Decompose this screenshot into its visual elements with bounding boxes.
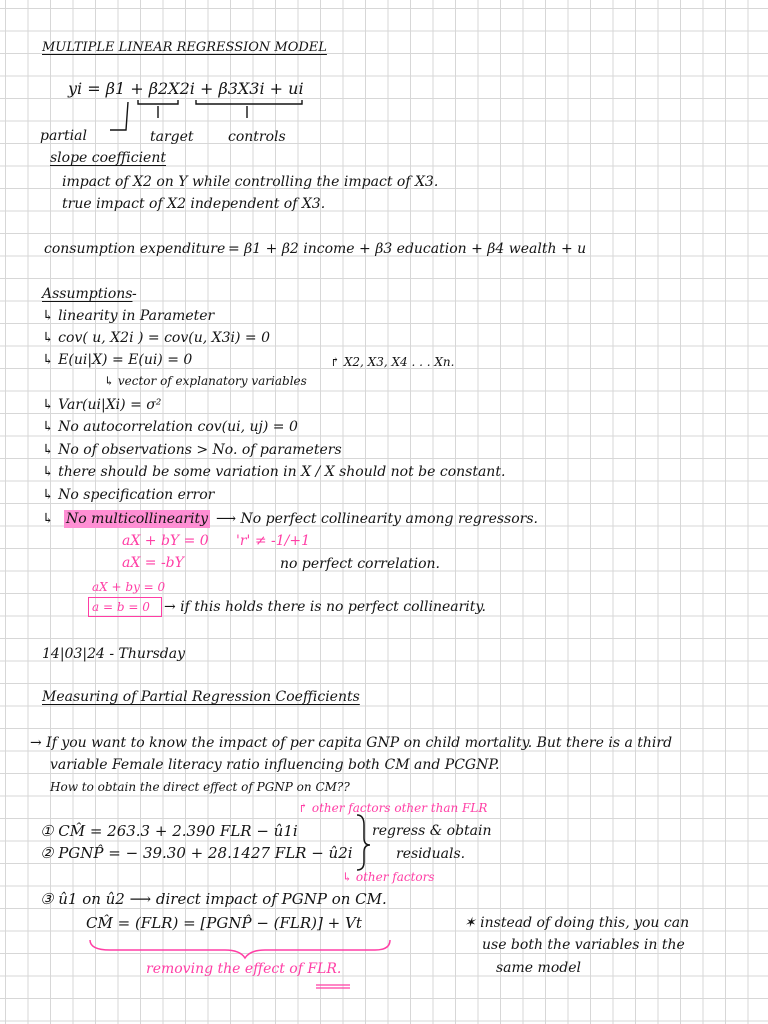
consumption-lhs: consumption expenditure <box>44 241 226 257</box>
controls-label: controls <box>228 129 286 145</box>
equation-4: CM̂ = (FLR) = [PGNP̂ − (FLR)] + Vt <box>86 914 362 932</box>
assumptions-heading: Assumptions <box>42 286 133 302</box>
assumptions-dash: - <box>132 286 137 302</box>
multicollinearity-note: ⟶ No perfect collinearity among regressors. <box>216 511 538 527</box>
assumption-item: ↳ E(ui|X) = E(ui) = 0 <box>42 352 193 368</box>
assumption-item: ↳ No autocorrelation cov(ui, uj) = 0 <box>42 419 298 435</box>
other-factors-label: ↳ other factors <box>342 870 435 884</box>
pink-eq-1: aX + bY = 0 <box>122 533 209 549</box>
x-list: ↱ X2, X3, X4 . . . Xn. <box>330 355 455 369</box>
model-note-1: impact of X2 on Y while controlling the impact of X3. <box>62 174 439 190</box>
page-title: MULTIPLE LINEAR REGRESSION MODEL <box>42 40 327 55</box>
equation-1: ① CM̂ = 263.3 + 2.390 FLR − û1i <box>40 822 298 840</box>
star-note-2: use both the variables in the <box>482 937 685 953</box>
assumption-item: ↳ cov( u, X2i ) = cov(u, X3i) = 0 <box>42 330 270 346</box>
pink-eq-3: aX + by = 0 <box>92 580 166 594</box>
other-factors-note: ↱ other factors other than FLR <box>298 801 488 815</box>
r-note: 'r' ≠ -1/+1 <box>236 533 311 549</box>
intro-line-2: variable Female literacy ratio influencing both CM and PCGNP. <box>50 757 500 773</box>
model-note-2: true impact of X2 independent of X3. <box>62 196 326 212</box>
intro-line-1: → If you want to know the impact of per capita GNP on child mortality. But there is a third <box>30 735 673 751</box>
assumption-item: ↳ Var(ui|Xi) = σ² <box>42 397 162 413</box>
assumption-item: ↳ No of observations > No. of parameters <box>42 442 342 458</box>
pink-eq-2: aX = -bY <box>122 555 184 571</box>
vector-note: ↳ vector of explanatory variables <box>104 374 307 388</box>
partial-label: partial <box>40 128 87 144</box>
multicollinearity-label: No multicollinearity <box>66 511 209 527</box>
slope-coefficient-label: slope coefficient <box>50 150 166 166</box>
multicollinearity-arrow: ↳ <box>42 511 54 527</box>
model-equation: yi = β1 + β2X2i + β3X3i + ui <box>68 79 304 98</box>
collinearity-box-note: → if this holds there is no perfect collinearity. <box>164 599 486 615</box>
star-note-3: same model <box>496 960 581 976</box>
collinearity-box-text: a = b = 0 <box>92 600 150 614</box>
regress-note-2: residuals. <box>396 846 466 862</box>
assumption-item: ↳ there should be some variation in X / X should not be constant. <box>42 464 506 480</box>
star-note-1: ✶ instead of doing this, you can <box>464 915 690 931</box>
regress-note-1: regress & obtain <box>372 823 492 839</box>
date-heading: 14|03|24 - Thursday <box>42 646 185 662</box>
intro-line-3: How to obtain the direct effect of PGNP on CM?? <box>50 780 350 794</box>
removing-note: removing the effect of FLR. <box>146 961 342 977</box>
consumption-rhs: = β1 + β2 income + β3 education + β4 wealth + u <box>228 241 587 257</box>
assumption-item: ↳ No specification error <box>42 487 215 503</box>
equation-3: ③ û1 on û2 ⟶ direct impact of PGNP on CM. <box>40 890 387 908</box>
equation-2: ② PGNP̂ = − 39.30 + 28.1427 FLR − û2i <box>40 844 353 862</box>
assumption-item: ↳ linearity in Parameter <box>42 308 215 324</box>
no-correlation-note: no perfect correlation. <box>280 556 440 572</box>
section-heading: Measuring of Partial Regression Coefficients <box>42 689 360 705</box>
target-label: target <box>150 129 194 145</box>
